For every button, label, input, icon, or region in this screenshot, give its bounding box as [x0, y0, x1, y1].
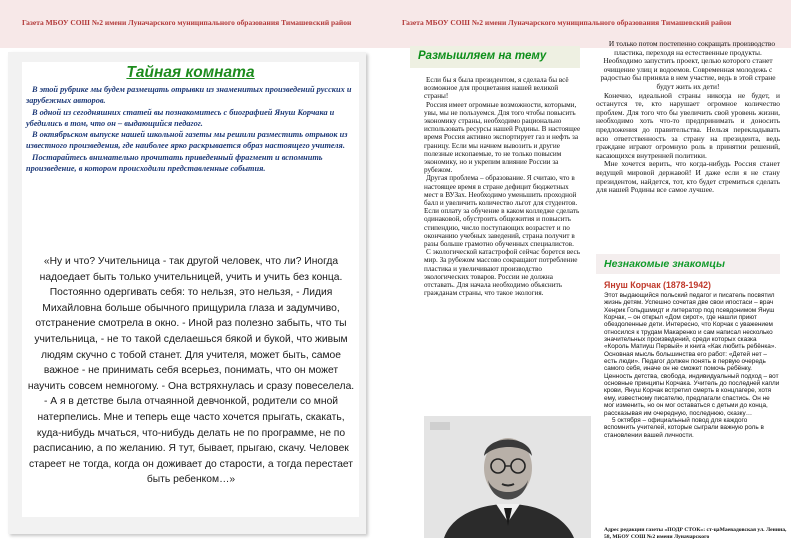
portrait-photo [424, 416, 591, 538]
editorial-address: Адрес редакции газеты «ПОДР СТОК»: ст-цаМаевадовская ул. Ленина, 58, МБОУ СОШ №2 имени Луначарского [604, 527, 787, 540]
secret-room-title: Тайная комната [126, 64, 255, 81]
article-paragraph: Россия имеет огромные возможности, которыми, увы, мы не пользуемся. Для того чтобы повысить экономику страны, необходимо рационально использовать ресурсы нашей Родины. В настоящее время Россия активно экспортирует газ и нефть за границу. Если мы начнем вывозить и другие полезные ископаемые, то не только повысим экономику, но и укрепим влияние России за рубежом. [424, 100, 581, 175]
article-paragraph: Другая проблема – образование. Я считаю, что в настоящее время в стране дефицит бюджетных мест в ВУЗах. Необходимо уменьшить проходной балл и увеличить количество льгот для студентов. Если оплату за обучение в каком колледже сделать одинаковой, обустроить общежития и повысить стипендию, число поступающих возрастет и по окончанию учебных заведений, страна получит в разы больше грамотно обученных специалистов. [424, 174, 580, 249]
unfamiliar-acquaintances-title: Незнакомые знакомцы [604, 258, 725, 270]
secret-room-panel [8, 52, 366, 534]
secret-room-content [22, 62, 359, 517]
intro-paragraph: Постарайтесь внимательно прочитать приведенный фрагмент и вспомнить произведение, в котором происходили представленные события. [26, 152, 323, 174]
reflect-article-continued [596, 40, 780, 195]
intro-paragraph: В октябрьском выпуске нашей школьной газеты мы решили разместить отрывок из известного произведения, где наиболее ярко раскрывается образ настоящего учителя. [26, 130, 348, 151]
reflect-article [424, 76, 584, 297]
article-paragraph: Конечно, идеальной страны никогда не будет, и останутся те, кто нарушает огромное количество проблем. Для того что бы увеличить свой уровень жизни, необходимо хоть что-то предпринимать и доносить предложения до правительства. Нельзя перекладывать всю ответственность за страну на президента, ведь граждане играют огромную роль в принятии решений, касающихся внутренней политики. [596, 90, 780, 160]
literary-excerpt: «Ну и что? Учительница - так другой человек, что ли? Иногда надоедает быть только учительницей, учить и учить без конца. Постоянно одергивать себя: то нельзя, это нельзя, - Лидия Михайловна больше обычного прищурила глаза и задумчиво, отстранение смотрела в окно. - Иной раз полезно забыть, что ты учительница, - не то такой сделаешься бякой и букой, что живым людям скучно с тобой станет. Для учителя, может быть, самое важное - не принимать себя всерьез, понимать, что он может научить совсем немногому. - Она встряхнулась и сразу повеселела. - А я в детстве была отчаянной девчонкой, родители со мной натерпелись. Мне и теперь еще часто хочется прыгать, скакать, куда-нибудь мчаться, что-нибудь делать не по программе, не по расписанию, а по желанию. Я тут, бывает, прыгаю, скачу. Человек стареет не тогда, когда он доживает до старости, а тогда перестает быть ребенком…» [27, 256, 355, 486]
person-name: Януш Корчак (1878-1942) [604, 280, 711, 290]
biography-text: Этот выдающийся польский педагог и писатель посвятил жизнь детям. Успешно сочетая две свои ипостаси – врач Хенрик Гольдшмидт и литератор под псевдонимом Януш Корчак, – он открыл «Дом сирот», где нашли приют обездоленные дети. Интересно, что Корчак с уважением относился к трудам Макаренко и сам написал несколько значительных произведений, среди которых сказка «Король Матиуш Первый» и книга «Как любить ребёнка». Основная мысль большинства его работ: «Детей нет – есть люди». Педагог должен понять в первую очередь самого себя, иначе он не сможет помочь ребёнку. Ценность детства, свобода, индивидуальный подход – вот основные принципы Корчака. Учитель до последней капли крови, Януш Корчак встретил смерть в концлагере, хотя ему, известному писателю, предлагали спастись. Он не мог изменить, но он мог оставаться с детьми до конца, рассказывая им очередную, последнюю, сказку… [604, 292, 780, 417]
article-paragraph: С экологической катастрофой сейчас борется весь мир. За рубежом массово сокращают потребление пластика и увеличивают производство экологических товаров. России не должна отставать. Для начала необходимо объяснить гражданам страны, что такое экология. [424, 248, 580, 298]
article-paragraph: Мне хочется верить, что когда-нибудь Россия станет ведущей мировой державой! И даже если я не стану президентом, найдется, тот, кто будет стремиться сделать для нашей Родины все самое лучшее. [596, 159, 780, 195]
header-left-text: Газета МБОУ СОШ №2 имени Луначарского муниципального образования Тимашевский район [22, 18, 352, 27]
article-paragraph: Если бы я была президентом, я сделала бы всё возможное для процветания нашей великой страны! [424, 76, 569, 101]
reflect-title-bar [410, 46, 580, 68]
biography-closing: 5 октября – официальный повод для каждого вспомнить учителей, которые сыграли важную роль в становлении вашей личности. [604, 416, 764, 439]
intro-paragraph: В одной из сегодняшних статей вы познакомитесь с биографией Януш Корчака и убедились в том, что он – выдающийся педагог. [26, 107, 335, 128]
header-right-text: Газета МБОУ СОШ №2 имени Луначарского муниципального образования Тимашевский район [402, 18, 732, 27]
reflect-title: Размышляем на тему [418, 50, 547, 62]
intro-paragraph: В этой рубрике мы будем размещать отрывки из знаменитых произведений русских и зарубежных авторов. [26, 85, 352, 106]
korczak-biography [604, 292, 780, 439]
portrait-illustration [424, 416, 591, 538]
unfamiliar-acquaintances-title-bar [596, 254, 780, 274]
secret-room-intro [26, 84, 356, 174]
article-paragraph: И только потом постепенно сокращать производство пластика, переходя на естественные продукты. Необходимо запустить проект, целью которого станет очищение улиц и водоемов. Современная молодежь с радостью бы приняла в нем участие, ведь в этой стране будут жить их дети! [600, 39, 776, 91]
